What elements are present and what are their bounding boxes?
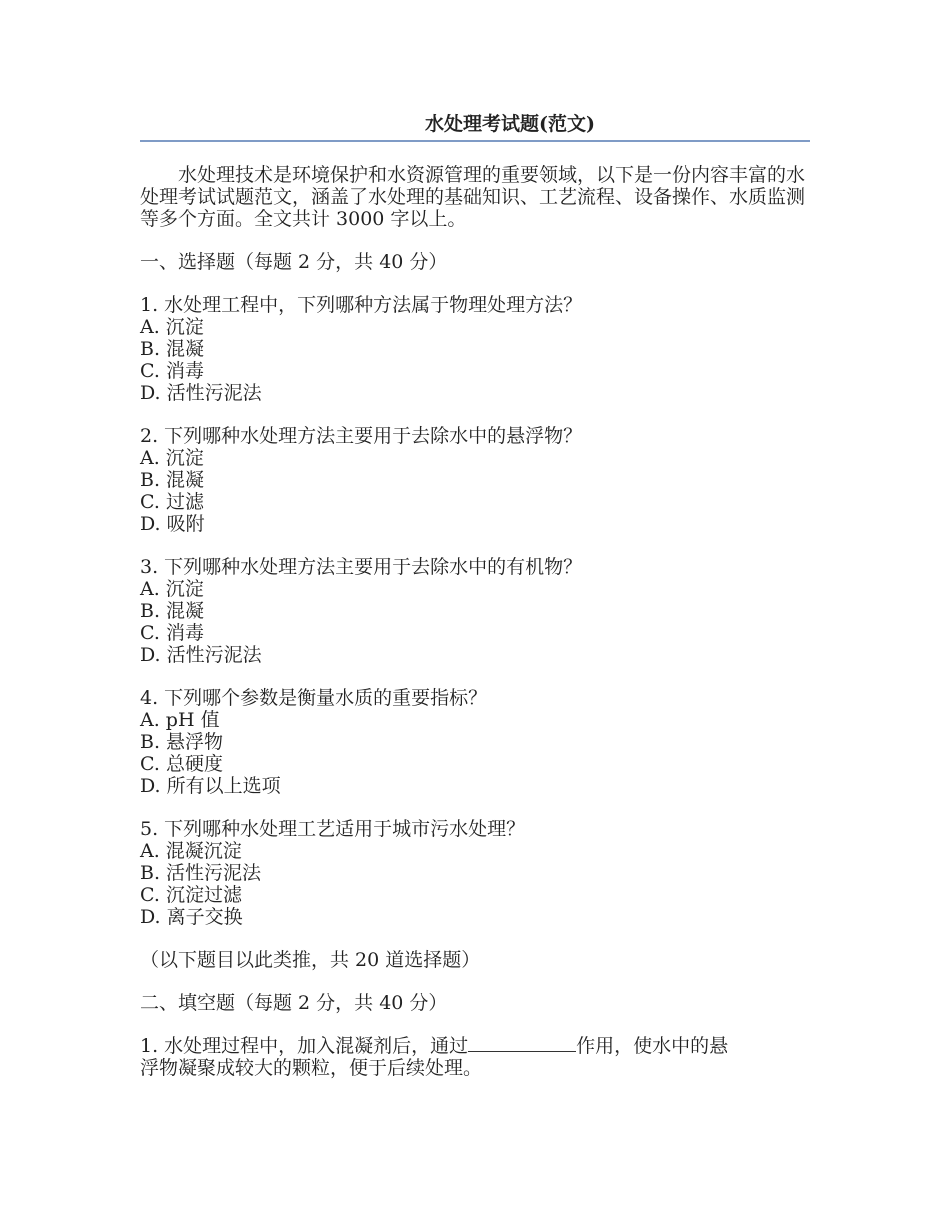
section-heading-fill: 二、填空题（每题 2 分，共 40 分） bbox=[140, 992, 448, 1014]
section-heading-choice: 一、选择题（每题 2 分，共 40 分） bbox=[140, 251, 448, 273]
question-text: 5. 下列哪种水处理工艺适用于城市污水处理？ bbox=[140, 818, 526, 840]
question-text: 4. 下列哪个参数是衡量水质的重要指标？ bbox=[140, 687, 488, 709]
option-c: C. 过滤 bbox=[140, 491, 204, 513]
title-underline bbox=[140, 140, 810, 142]
question-text: 3. 下列哪种水处理方法主要用于去除水中的有机物？ bbox=[140, 556, 583, 578]
fill-text-after: 作用，使水中的悬 bbox=[576, 1035, 729, 1057]
option-a: A. pH 值 bbox=[140, 709, 220, 731]
option-b: B. 活性污泥法 bbox=[140, 862, 262, 884]
fill-line-2: 浮物凝聚成较大的颗粒，便于后续处理。 bbox=[140, 1057, 483, 1079]
option-b: B. 混凝 bbox=[140, 469, 205, 491]
fill-text-before: 1. 水处理过程中，加入混凝剂后，通过 bbox=[140, 1035, 469, 1057]
question-text: 1. 水处理工程中，下列哪种方法属于物理处理方法？ bbox=[140, 294, 583, 316]
option-d: D. 吸附 bbox=[140, 513, 205, 535]
fill-blank[interactable] bbox=[468, 1035, 576, 1052]
option-b: B. 悬浮物 bbox=[140, 731, 224, 753]
question-2 bbox=[140, 425, 810, 535]
option-c: C. 总硬度 bbox=[140, 753, 223, 775]
question-4 bbox=[140, 687, 810, 797]
option-c: C. 沉淀过滤 bbox=[140, 884, 242, 906]
fill-question-1 bbox=[140, 1035, 810, 1079]
option-a: A. 沉淀 bbox=[140, 578, 204, 600]
document-page bbox=[140, 108, 810, 1079]
question-1 bbox=[140, 294, 810, 404]
option-a: A. 沉淀 bbox=[140, 447, 204, 469]
choice-note: （以下题目以此类推，共 20 道选择题） bbox=[140, 949, 481, 971]
option-d: D. 所有以上选项 bbox=[140, 775, 281, 797]
option-c: C. 消毒 bbox=[140, 360, 204, 382]
option-a: A. 沉淀 bbox=[140, 316, 204, 338]
intro-paragraph: 水处理技术是环境保护和水资源管理的重要领域，以下是一份内容丰富的水处理考试试题范文，涵盖了水处理的基础知识、工艺流程、设备操作、水质监测等多个方面。全文共计 3000 字以上。 bbox=[140, 164, 806, 230]
option-b: B. 混凝 bbox=[140, 338, 205, 360]
question-5 bbox=[140, 818, 810, 928]
option-d: D. 活性污泥法 bbox=[140, 382, 262, 404]
question-text: 2. 下列哪种水处理方法主要用于去除水中的悬浮物？ bbox=[140, 425, 583, 447]
option-a: A. 混凝沉淀 bbox=[140, 840, 242, 862]
option-b: B. 混凝 bbox=[140, 600, 205, 622]
document-title: 水处理考试题(范文) bbox=[425, 113, 595, 135]
option-c: C. 消毒 bbox=[140, 622, 204, 644]
option-d: D. 活性污泥法 bbox=[140, 644, 262, 666]
question-3 bbox=[140, 556, 810, 666]
option-d: D. 离子交换 bbox=[140, 906, 243, 928]
fill-line-1 bbox=[140, 1035, 810, 1057]
